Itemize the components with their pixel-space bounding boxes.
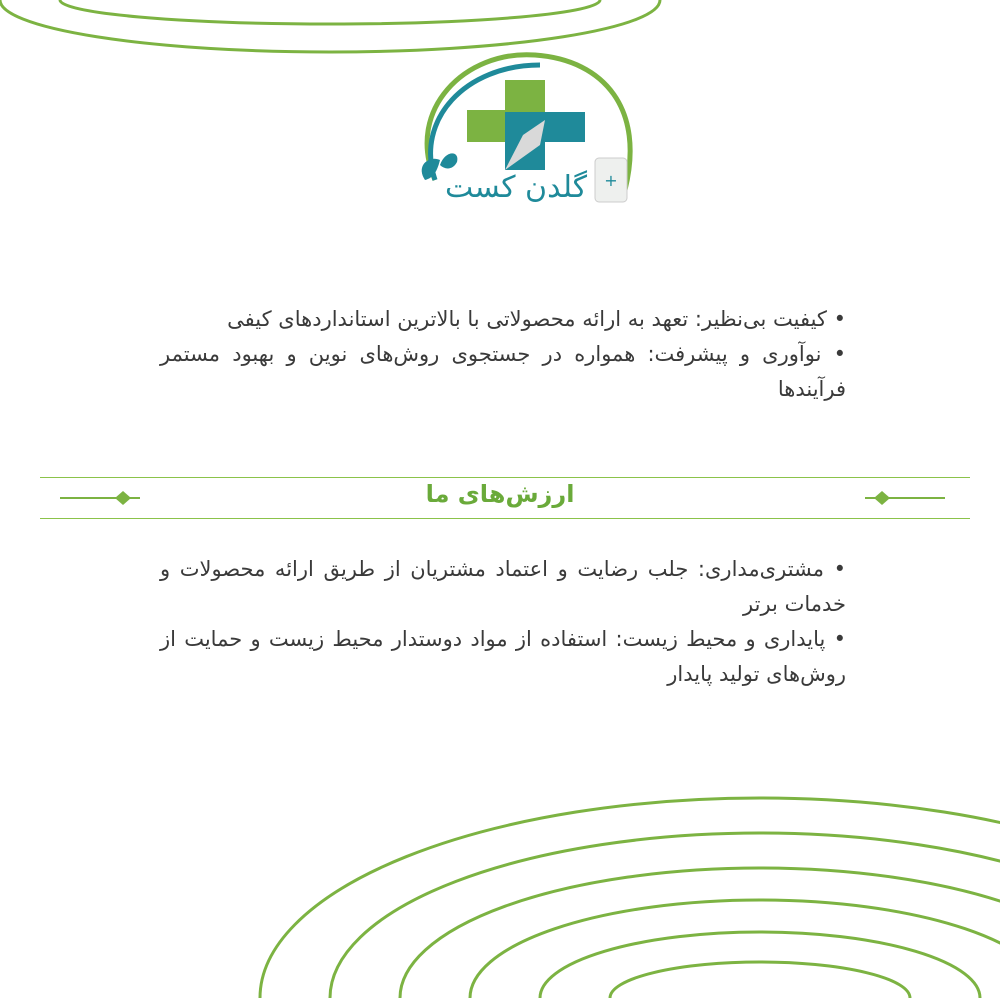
qualities-list (160, 302, 846, 407)
section-title: ارزش‌های ما (425, 480, 575, 508)
list-item: • مشتری‌مداری: جلب رضایت و اعتماد مشتریان از طریق ارائه محصولات و خدمات برتر (160, 557, 846, 616)
brand-name: گلدن کست (445, 170, 588, 205)
list-item: • نوآوری و پیشرفت: همواره در جستجوی روش‌های نوین و بهبود مستمر فرآیندها (160, 342, 846, 401)
divider (40, 518, 970, 519)
divider (40, 477, 970, 478)
values-list (160, 552, 846, 692)
list-item: • کیفیت بی‌نظیر: تعهد به ارائه محصولاتی با بالاترین استانداردهای کیفی (227, 307, 846, 331)
svg-text:+: + (604, 171, 618, 190)
list-item: • پایداری و محیط زیست: استفاده از مواد دوستدار محیط زیست و حمایت از روش‌های تولید پایدار (160, 627, 846, 686)
